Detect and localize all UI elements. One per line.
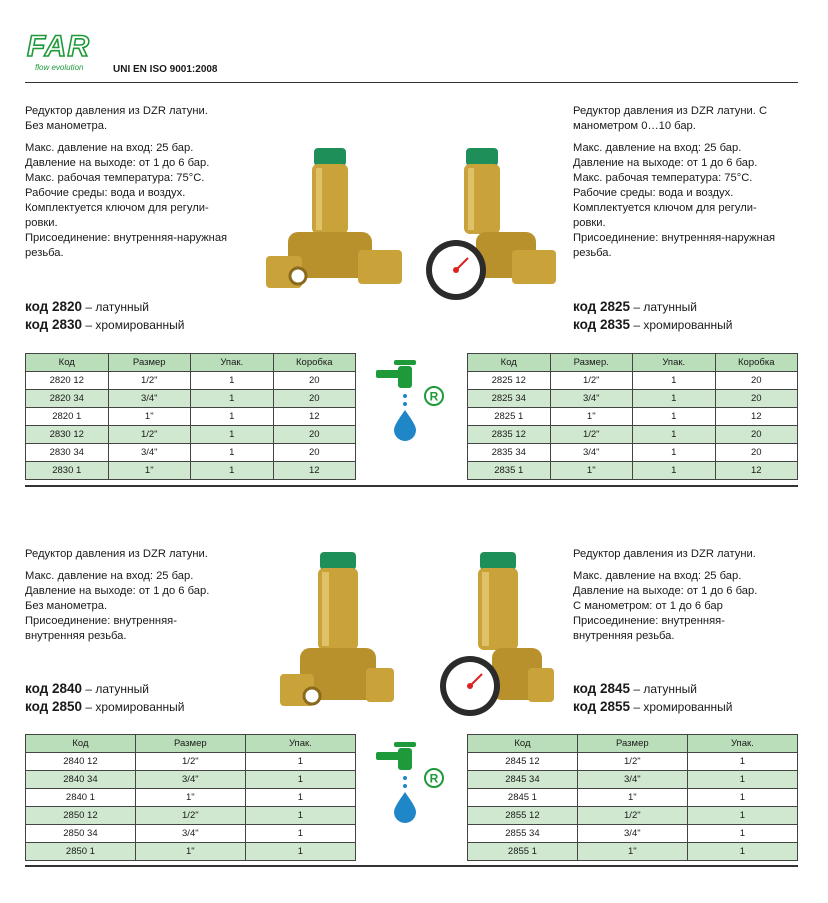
cell: 12 (715, 462, 798, 480)
cell: 20 (715, 444, 798, 462)
col-pack: Упак. (191, 354, 274, 372)
code-2845: код 2845 (573, 681, 630, 696)
cell: 3/4" (577, 825, 687, 843)
cell: 1/2" (577, 753, 687, 771)
code-2830-label: – хромированный (85, 318, 185, 332)
cell: 1 (687, 807, 797, 825)
cell: 20 (273, 372, 356, 390)
cell: 1 (687, 771, 797, 789)
col-box: Коробка (273, 354, 356, 372)
cell: 3/4" (550, 390, 633, 408)
col-code: Код (468, 354, 551, 372)
block4-desc-intro: Редуктор давления из DZR латуни. (573, 548, 756, 560)
table-2845-2855 (467, 734, 798, 861)
col-box: Коробка (715, 354, 798, 372)
cell: 2820 12 (26, 372, 109, 390)
cell: 2820 34 (26, 390, 109, 408)
col-code: Код (468, 735, 578, 753)
cell: 1 (633, 426, 716, 444)
cell: 2825 34 (468, 390, 551, 408)
cell: 2850 34 (26, 825, 136, 843)
cell: 1 (191, 390, 274, 408)
table-row (26, 444, 356, 462)
cell: 2820 1 (26, 408, 109, 426)
cell: 2835 1 (468, 462, 551, 480)
table-row (468, 462, 798, 480)
cell: 1 (633, 462, 716, 480)
cell: 2825 1 (468, 408, 551, 426)
cell: 1 (245, 771, 355, 789)
cell: 1 (687, 753, 797, 771)
cell: 2830 12 (26, 426, 109, 444)
approval-badge-icon: R (429, 771, 439, 786)
iso-certification: UNI EN ISO 9001:2008 (113, 64, 218, 75)
block2-codes (573, 298, 733, 334)
table-row (468, 789, 798, 807)
cell: 1 (687, 789, 797, 807)
cell: 2845 34 (468, 771, 578, 789)
table-row (468, 771, 798, 789)
cell: 1/2" (135, 807, 245, 825)
cell: 1" (108, 462, 191, 480)
block1-desc-intro: Редуктор давления из DZR латуни. Без манометра. (25, 105, 208, 132)
cell: 1 (191, 462, 274, 480)
cell: 2855 12 (468, 807, 578, 825)
cell: 2840 34 (26, 771, 136, 789)
block3-codes (25, 680, 185, 716)
table-row (468, 390, 798, 408)
block2-desc-specs: Макс. давление на вход: 25 бар. Давление на выходе: от 1 до 6 бар. Макс. рабочая температура: 75°С. Рабочие среды: вода и воздух. Комплектуется ключом для регули- ровки. Присоединение: внутренняя-наружная резьба. (573, 142, 776, 259)
code-2850-label: – хромированный (85, 700, 185, 714)
cell: 2850 1 (26, 843, 136, 861)
reducer-2825-image (416, 140, 566, 310)
cell: 1" (135, 789, 245, 807)
cell: 1 (245, 789, 355, 807)
code-2850: код 2850 (25, 699, 82, 714)
code-2835-label: – хромированный (633, 318, 733, 332)
approval-badge-icon: R (429, 389, 439, 404)
cell: 2855 1 (468, 843, 578, 861)
table-row (26, 789, 356, 807)
cell: 1 (191, 408, 274, 426)
cell: 12 (273, 408, 356, 426)
cell: 2830 1 (26, 462, 109, 480)
bottom-divider (25, 865, 798, 867)
cell: 2850 12 (26, 807, 136, 825)
table-2825-2835 (467, 353, 798, 480)
cell: 2830 34 (26, 444, 109, 462)
reducer-2840-image (272, 548, 402, 723)
code-2840: код 2840 (25, 681, 82, 696)
block4-description (573, 547, 801, 651)
cell: 2835 34 (468, 444, 551, 462)
cell: 1 (633, 390, 716, 408)
cell: 1" (577, 789, 687, 807)
table-header-row (26, 735, 356, 753)
reducer-2820-image (258, 140, 418, 310)
cell: 1 (191, 426, 274, 444)
block2-desc-intro: Редуктор давления из DZR латуни. С манометром 0…10 бар. (573, 105, 768, 132)
block2-description (573, 104, 801, 268)
table-row (26, 807, 356, 825)
table-2820-2830 (25, 353, 356, 480)
cell: 20 (273, 426, 356, 444)
table-row (26, 462, 356, 480)
cell: 1" (577, 843, 687, 861)
cell: 20 (273, 390, 356, 408)
col-size: Размер (135, 735, 245, 753)
table-header-row (26, 354, 356, 372)
table-row (26, 408, 356, 426)
table-row (26, 825, 356, 843)
cell: 1 (191, 372, 274, 390)
cell: 2845 12 (468, 753, 578, 771)
cell: 1 (245, 753, 355, 771)
code-2835: код 2835 (573, 317, 630, 332)
block1-description (25, 104, 260, 268)
cell: 1/2" (108, 426, 191, 444)
table-2840-2850 (25, 734, 356, 861)
col-size: Размер. (550, 354, 633, 372)
cell: 3/4" (577, 771, 687, 789)
cell: 1 (633, 444, 716, 462)
table-row (468, 825, 798, 843)
col-pack: Упак. (687, 735, 797, 753)
code-2840-label: – латунный (85, 682, 149, 696)
block4-codes (573, 680, 733, 716)
col-size: Размер (577, 735, 687, 753)
drinking-water-icon (372, 740, 448, 824)
cell: 3/4" (108, 390, 191, 408)
cell: 12 (273, 462, 356, 480)
col-pack: Упак. (633, 354, 716, 372)
cell: 20 (715, 390, 798, 408)
table-row (468, 444, 798, 462)
cell: 1/2" (577, 807, 687, 825)
cell: 3/4" (108, 444, 191, 462)
code-2855-label: – хромированный (633, 700, 733, 714)
cell: 2840 1 (26, 789, 136, 807)
cell: 1" (550, 408, 633, 426)
cell: 1 (245, 843, 355, 861)
table-row (26, 426, 356, 444)
cell: 1 (633, 372, 716, 390)
cell: 1/2" (108, 372, 191, 390)
table-row (26, 771, 356, 789)
cell: 1" (108, 408, 191, 426)
reducer-2845-image (432, 548, 557, 723)
col-pack: Упак. (245, 735, 355, 753)
cell: 2845 1 (468, 789, 578, 807)
cell: 20 (273, 444, 356, 462)
cell: 12 (715, 408, 798, 426)
table-row (468, 807, 798, 825)
cell: 2825 12 (468, 372, 551, 390)
cell: 1/2" (550, 372, 633, 390)
cell: 1 (191, 444, 274, 462)
code-2820-label: – латунный (85, 300, 149, 314)
table-row (468, 753, 798, 771)
cell: 1 (245, 825, 355, 843)
section-divider (25, 485, 798, 487)
code-2825-label: – латунный (633, 300, 697, 314)
code-2820: код 2820 (25, 299, 82, 314)
block3-desc-intro: Редуктор давления из DZR латуни. (25, 548, 208, 560)
block3-desc-specs: Макс. давление на вход: 25 бар. Давление на выходе: от 1 до 6 бар. Без манометра. Присоединение: внутренняя- внутренняя резьба. (25, 570, 210, 642)
table-row (26, 843, 356, 861)
table-row (468, 408, 798, 426)
cell: 3/4" (135, 771, 245, 789)
cell: 1 (687, 843, 797, 861)
block3-description (25, 547, 260, 651)
logo-tagline: flow evolution (35, 63, 84, 72)
code-2845-label: – латунный (633, 682, 697, 696)
col-code: Код (26, 354, 109, 372)
table-header-row (468, 354, 798, 372)
table-row (468, 372, 798, 390)
far-logo (27, 30, 99, 72)
cell: 2835 12 (468, 426, 551, 444)
cell: 3/4" (550, 444, 633, 462)
cell: 1" (135, 843, 245, 861)
cell: 1 (633, 408, 716, 426)
table-row (468, 426, 798, 444)
table-row (468, 843, 798, 861)
cell: 20 (715, 426, 798, 444)
cell: 1 (687, 825, 797, 843)
code-2855: код 2855 (573, 699, 630, 714)
cell: 1" (550, 462, 633, 480)
cell: 2855 34 (468, 825, 578, 843)
logo-brand: FAR (27, 30, 90, 63)
cell: 1 (245, 807, 355, 825)
code-2830: код 2830 (25, 317, 82, 332)
table-row (26, 390, 356, 408)
block1-codes (25, 298, 185, 334)
header-divider (25, 82, 798, 83)
block1-desc-specs: Макс. давление на вход: 25 бар. Давление на выходе: от 1 до 6 бар. Макс. рабочая температура: 75°С. Рабочие среды: вода и воздух. Комплектуется ключом для регули- ровки. Присоединение: внутренняя-наружная резьба. (25, 142, 228, 259)
table-row (26, 753, 356, 771)
col-size: Размер (108, 354, 191, 372)
col-code: Код (26, 735, 136, 753)
cell: 1/2" (135, 753, 245, 771)
cell: 1/2" (550, 426, 633, 444)
cell: 3/4" (135, 825, 245, 843)
code-2825: код 2825 (573, 299, 630, 314)
drinking-water-icon (372, 358, 448, 442)
table-row (26, 372, 356, 390)
block4-desc-specs: Макс. давление на вход: 25 бар. Давление на выходе: от 1 до 6 бар. С манометром: от 1 до 6 бар Присоединение: внутренняя- внутренняя резьба. (573, 570, 758, 642)
table-header-row (468, 735, 798, 753)
cell: 20 (715, 372, 798, 390)
cell: 2840 12 (26, 753, 136, 771)
